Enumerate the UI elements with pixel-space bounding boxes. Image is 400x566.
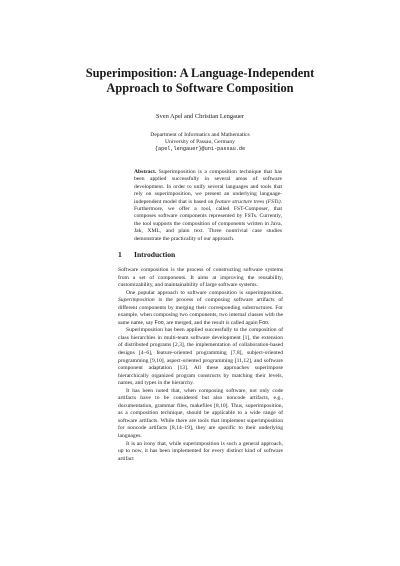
paper-authors: Sven Apel and Christian Lengauer xyxy=(155,113,245,120)
section-number: 1 xyxy=(118,250,122,259)
paragraph: One popular approach to software composition is superimposition. Superimposition is the process of composing software artifacts of different components by merging their corresponding substructures. For example, when composing two components, two internal classes with the same name, say Foo, are merged, and the result is called again Foo. xyxy=(118,289,283,326)
body-text xyxy=(118,267,283,463)
affiliation-university: University of Passau, Germany xyxy=(165,139,235,146)
affiliation-block xyxy=(60,132,340,154)
abstract-text: Superimposition is a composition technique that has been applied successfully in several areas of software development. In order to unify several languages and tools that rely on superimposition, we present an underlying language-independent model that is based on xyxy=(134,169,282,205)
paper-title: Superimposition: A Language-Independent Approach to Software Composition xyxy=(85,66,315,95)
paragraph: Software composition is the process of constructing software systems from a set of components. It aims at improving the reusability, customizability, and maintainability of large software systems. xyxy=(118,267,283,289)
abstract-italic-term: feature structure trees (FSTs) xyxy=(214,198,281,205)
emphasis-term: Superimposition xyxy=(118,297,155,304)
paragraph: Superimposition has been applied successfully to the composition of class hierarchies in multi-team software development [1], the extension of distributed programs [2,3], the implementation of collaboration-based designs [4–6], feature-oriented programming [7,8], subject-oriented programming [9,10], aspect-oriented programming [11,12], and software component adaptation [13]. All these approaches superimpose hierarchically organized program constructs by matching their levels, names, and types in the hierarchy. xyxy=(118,327,283,387)
code-term: Foo xyxy=(259,319,268,326)
abstract-text-cont: . Furthermore, we offer a tool, called FST-Composer, that composes software components represented by FSTs. Currently, the tool supports the composition of components written in Java, Jak, XML, and plain text. Three nontrivial case studies demonstrate the practicality of our approach. xyxy=(134,198,282,242)
section-heading xyxy=(118,250,175,259)
section-title: Introduction xyxy=(134,250,176,259)
abstract xyxy=(134,169,282,243)
paragraph: It has been noted that, when composing software, not only code artifacts have to be considered but also noncode artifacts, e.g., documentation, grammar files, makefiles [8,10]. Thus, superimposition, as a composition technique, should be applicable to a wide range of software artifacts. While there are tools that implement superimposition for noncode artifacts [8,14–19], they are specific to their underlying languages. xyxy=(118,387,283,440)
affiliation-department: Department of Informatics and Mathematics xyxy=(150,132,250,138)
paragraph: It is an irony that, while superimposition is such a general approach, up to now, it has been implemented for every distinct kind of software artifact xyxy=(118,440,283,462)
code-term: Foo xyxy=(154,319,164,326)
abstract-label: Abstract. xyxy=(134,169,157,175)
affiliation-email: {apel,lengauer}@uni-passau.de xyxy=(154,146,246,153)
